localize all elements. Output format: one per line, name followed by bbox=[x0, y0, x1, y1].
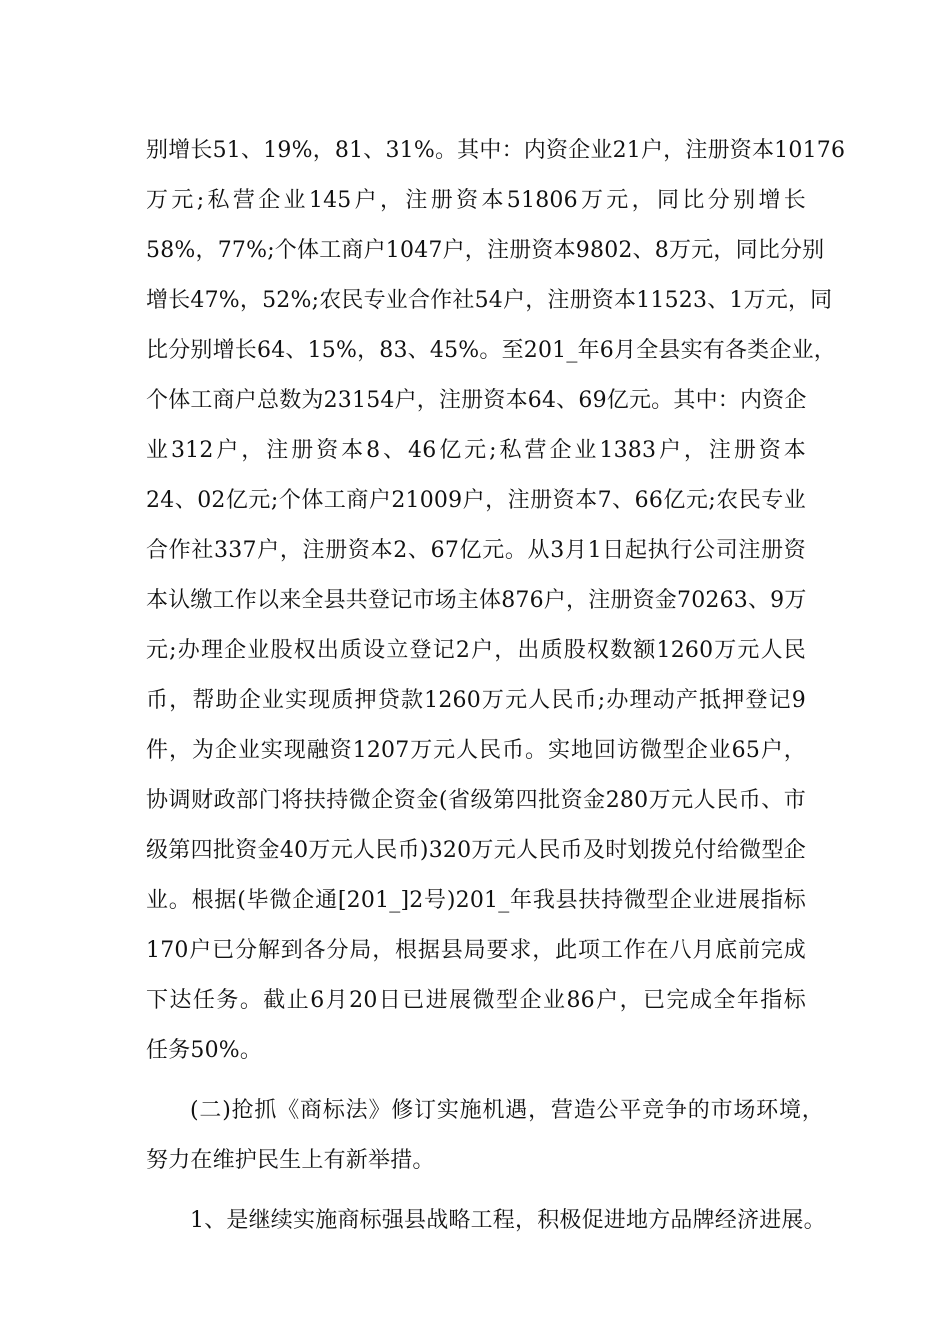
body-text-line: 币，帮助企业实现质押贷款1260万元人民币;办理动产抵押登记9 bbox=[146, 688, 806, 713]
body-text-line: 协调财政部门将扶持微企资金(省级第四批资金280万元人民币、市 bbox=[146, 788, 806, 813]
body-text-line: 合作社337户，注册资本2、67亿元。从3月1日起执行公司注册资 bbox=[146, 538, 806, 563]
body-text-line: 业312户，注册资本8、46亿元;私营企业1383户，注册资本 bbox=[146, 438, 806, 463]
body-text-line: 24、02亿元;个体工商户21009户，注册资本7、66亿元;农民专业 bbox=[146, 488, 806, 513]
body-text-line: 万元;私营企业145户，注册资本51806万元，同比分别增长 bbox=[146, 188, 806, 213]
body-text-line: 个体工商户总数为23154户，注册资本64、69亿元。其中：内资企 bbox=[146, 388, 807, 413]
body-text-line: 增长47%，52%;农民专业合作社54户，注册资本11523、1万元，同 bbox=[146, 288, 833, 313]
body-text-line: 件，为企业实现融资1207万元人民币。实地回访微型企业65户， bbox=[146, 738, 806, 763]
body-text-line: 比分别增长64、15%，83、45%。至201_年6月全县实有各类企业， bbox=[146, 338, 836, 363]
body-text-line: 元;办理企业股权出质设立登记2户，出质股权数额1260万元人民 bbox=[146, 638, 806, 663]
body-text-line: 任务50%。 bbox=[146, 1038, 263, 1063]
body-text-line: 业。根据(毕微企通[201_]2号)201_年我县扶持微型企业进展指标 bbox=[146, 888, 806, 913]
section-heading-continuation: 努力在维护民生上有新举措。 bbox=[146, 1148, 435, 1173]
body-text-line: 170户已分解到各分局，根据县局要求，此项工作在八月底前完成 bbox=[146, 938, 806, 963]
body-text-line: 下达任务。截止6月20日已进展微型企业86户，已完成全年指标 bbox=[146, 988, 806, 1013]
section-heading: (二)抢抓《商标法》修订实施机遇，营造公平竞争的市场环境， bbox=[190, 1098, 824, 1123]
list-item-1: 1、是继续实施商标强县战略工程，积极促进地方品牌经济进展。 bbox=[190, 1208, 826, 1233]
body-text-line: 58%，77%;个体工商户1047户，注册资本9802、8万元，同比分别 bbox=[146, 238, 825, 263]
body-text-line: 级第四批资金40万元人民币)320万元人民币及时划拨兑付给微型企 bbox=[146, 838, 806, 863]
body-text-line: 别增长51、19%，81、31%。其中：内资企业21户，注册资本10176 bbox=[146, 138, 846, 163]
body-text-line: 本认缴工作以来全县共登记市场主体876户，注册资金70263、9万 bbox=[146, 588, 807, 613]
